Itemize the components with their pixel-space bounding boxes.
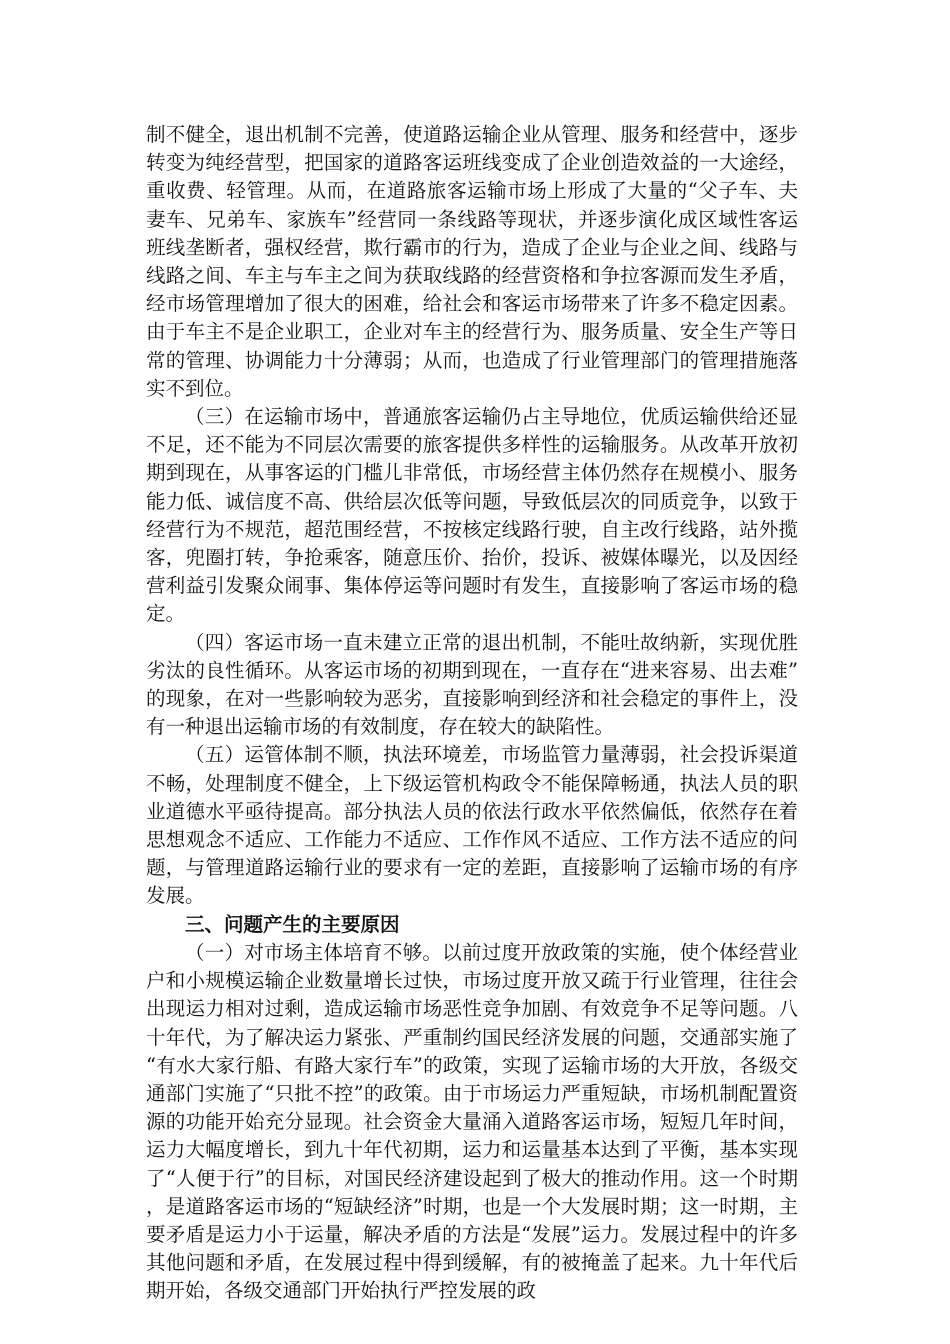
paragraph-item-4: （四）客运市场一直未建立正常的退出机制，不能吐故纳新，实现优胜劣汰的良性循环。从客运市场的初期到现在，一直存在“进来容易、出去难”的现象，在对一些影响较为恶劣，直接影响到经济和社会稳定的事件上，没有一种退出运输市场的有效制度，存在较大的缺陷性。: [146, 630, 798, 739]
document-page: [146, 121, 798, 1306]
paragraph-item-5: （五）运管体制不顺，执法环境差，市场监管力量薄弱，社会投诉渠道不畅，处理制度不健全，上下级运管机构政令不能保障畅通，执法人员的职业道德水平亟待提高。部分执法人员的依法行政水平依然偏低，依然存在着思想观念不适应、工作能力不适应、工作作风不适应、工作方法不适应的问题，与管理道路运输行业的要求有一定的差距，直接影响了运输市场的有序发展。: [146, 743, 798, 908]
section-heading: 三、问题产生的主要原因: [185, 912, 400, 936]
paragraph-item-3: （三）在运输市场中，普通旅客运输仍占主导地位，优质运输供给还显不足，还不能为不同层次需要的旅客提供多样性的运输服务。从改革开放初期到现在，从事客运的门槛儿非常低，市场经营主体仍然存在规模小、服务能力低、诚信度不高、供给层次低等问题，导致低层次的同质竞争，以致于经营行为不规范，超范围经营，不按核定线路行驶，自主改行线路，站外揽客，兜圈打转，争抢乘客，随意压价、抬价，投诉、被媒体曝光，以及因经营利益引发聚众闹事、集体停运等问题时有发生，直接影响了客运市场的稳定。: [146, 405, 798, 626]
paragraph-continuation: 制不健全，退出机制不完善，使道路运输企业从管理、服务和经营中，逐步转变为纯经营型，把国家的道路客运班线变成了企业创造效益的一大途经，重收费、轻管理。从而，在道路旅客运输市场上形成了大量的“父子车、夫妻车、兄弟车、家族车”经营同一条线路等现状，并逐步演化成区域性客运班线垄断者，强权经营，欺行霸市的行为，造成了企业与企业之间、线路与线路之间、车主与车主之间为获取线路的经营资格和争拉客源而发生矛盾，经市场管理增加了很大的困难，给社会和客运市场带来了许多不稳定因素。由于车主不是企业职工，企业对车主的经营行为、服务质量、安全生产等日常的管理、协调能力十分薄弱；从而，也造成了行业管理部门的管理措施落实不到位。: [146, 123, 798, 400]
paragraph-reason-1: （一）对市场主体培育不够。以前过度开放政策的实施，使个体经营业户和小规模运输企业数量增长过快，市场过度开放又疏于行业管理，往往会出现运力相对过剩，造成运输市场恶性竞争加剧、有效竞争不足等问题。八十年代，为了解决运力紧张、严重制约国民经济发展的问题，交通部实施了“有水大家行船、有路大家行车”的政策，实现了运输市场的大开放，各级交通部门实施了“只批不控”的政策。由于市场运力严重短缺，市场机制配置资源的功能开始充分显现。社会资金大量涌入道路客运市场，短短几年时间，运力大幅度增长，到九十年代初期，运力和运量基本达到了平衡，基本实现了“人便于行”的目标，对国民经济建设起到了极大的推动作用。这一个时期，是道路客运市场的“短缺经济”时期，也是一个大发展时期；这一时期，主要矛盾是运力小于运量，解决矛盾的方法是“发展”运力。发展过程中的许多其他问题和矛盾，在发展过程中得到缓解，有的被掩盖了起来。九十年代后期开始，各级交通部门开始执行严控发展的政: [146, 940, 798, 1303]
